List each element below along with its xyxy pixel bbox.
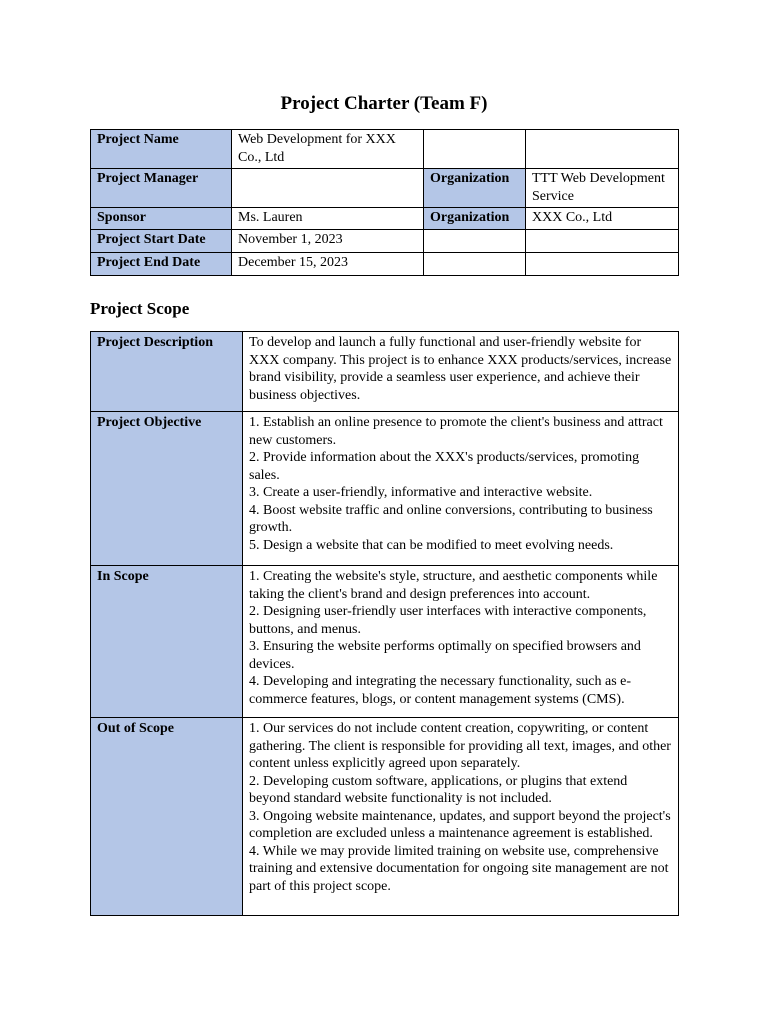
sponsor-label: Sponsor xyxy=(91,208,232,230)
table-row xyxy=(91,230,679,253)
sponsor-value: Ms. Lauren xyxy=(232,208,424,230)
project-description-label: Project Description xyxy=(91,332,243,412)
sponsor-organization-value: XXX Co., Ltd xyxy=(526,208,679,230)
project-manager-label: Project Manager xyxy=(91,169,232,208)
end-date-value: December 15, 2023 xyxy=(232,253,424,276)
empty-cell xyxy=(424,130,526,169)
table-row xyxy=(91,253,679,276)
sponsor-organization-label: Organization xyxy=(424,208,526,230)
project-objective-label: Project Objective xyxy=(91,412,243,566)
out-of-scope-value xyxy=(243,718,679,916)
table-row xyxy=(91,169,679,208)
empty-cell xyxy=(424,253,526,276)
project-name-value: Web Development for XXX Co., Ltd xyxy=(232,130,424,169)
in-scope-label: In Scope xyxy=(91,566,243,718)
empty-cell xyxy=(526,253,679,276)
objective-item: 1. Establish an online presence to promote the client's business and attract new customers. xyxy=(249,415,663,448)
table-row xyxy=(91,566,679,718)
empty-cell xyxy=(424,230,526,253)
start-date-label: Project Start Date xyxy=(91,230,232,253)
table-row xyxy=(91,332,679,412)
table-row xyxy=(91,130,679,169)
in-scope-item: 3. Ensuring the website performs optimally on specified browsers and devices. xyxy=(249,639,641,672)
table-row xyxy=(91,718,679,916)
project-name-label: Project Name xyxy=(91,130,232,169)
in-scope-item: 2. Designing user-friendly user interfaces with interactive components, buttons, and menus. xyxy=(249,604,647,637)
objective-item: 5. Design a website that can be modified to meet evolving needs. xyxy=(249,537,614,553)
objective-item: 3. Create a user-friendly, informative and interactive website. xyxy=(249,485,593,500)
empty-cell xyxy=(526,230,679,253)
out-of-scope-item: 2. Developing custom software, applications, or plugins that extend beyond standard website functionality is not included. xyxy=(249,773,628,806)
project-scope-heading: Project Scope xyxy=(90,299,190,318)
project-description-value xyxy=(243,332,679,412)
project-objective-value xyxy=(243,412,679,566)
in-scope-item: 1. Creating the website's style, structure, and aesthetic components while taking the client's brand and design preferences into account. xyxy=(249,569,658,602)
organization-label: Organization xyxy=(424,169,526,208)
description-text: To develop and launch a fully functional and user-friendly website for XXX company. This project is to enhance XXX products/services, increase brand visibility, provide a seamless user experience, and achieve their business objectives. xyxy=(249,335,672,403)
table-row xyxy=(91,208,679,230)
out-of-scope-item: 1. Our services do not include content creation, copywriting, or content gathering. The client is responsible for providing all text, images, and other content unless explicitly agreed upon separately. xyxy=(249,721,671,771)
end-date-label: Project End Date xyxy=(91,253,232,276)
out-of-scope-item: 3. Ongoing website maintenance, updates, and support beyond the project's completion are excluded unless a maintenance agreement is established. xyxy=(249,808,671,841)
organization-value: TTT Web Development Service xyxy=(526,169,679,208)
document-title: Project Charter (Team F) xyxy=(280,93,488,114)
in-scope-item: 4. Developing and integrating the necessary functionality, such as e-commerce features, blogs, or content management systems (CMS). xyxy=(249,674,632,707)
objective-item: 2. Provide information about the XXX's products/services, promoting sales. xyxy=(249,450,640,483)
out-of-scope-label: Out of Scope xyxy=(91,718,243,916)
table-row xyxy=(91,412,679,566)
project-manager-value xyxy=(232,169,424,208)
objective-item: 4. Boost website traffic and online conversions, contributing to business growth. xyxy=(249,502,653,535)
in-scope-value xyxy=(243,566,679,718)
empty-cell xyxy=(526,130,679,169)
project-scope-table xyxy=(90,331,679,916)
out-of-scope-item: 4. While we may provide limited training on website use, comprehensive training and extensive documentation for ongoing site management are not part of this project scope. xyxy=(249,843,669,894)
start-date-value: November 1, 2023 xyxy=(232,230,424,253)
project-info-table xyxy=(90,129,679,276)
